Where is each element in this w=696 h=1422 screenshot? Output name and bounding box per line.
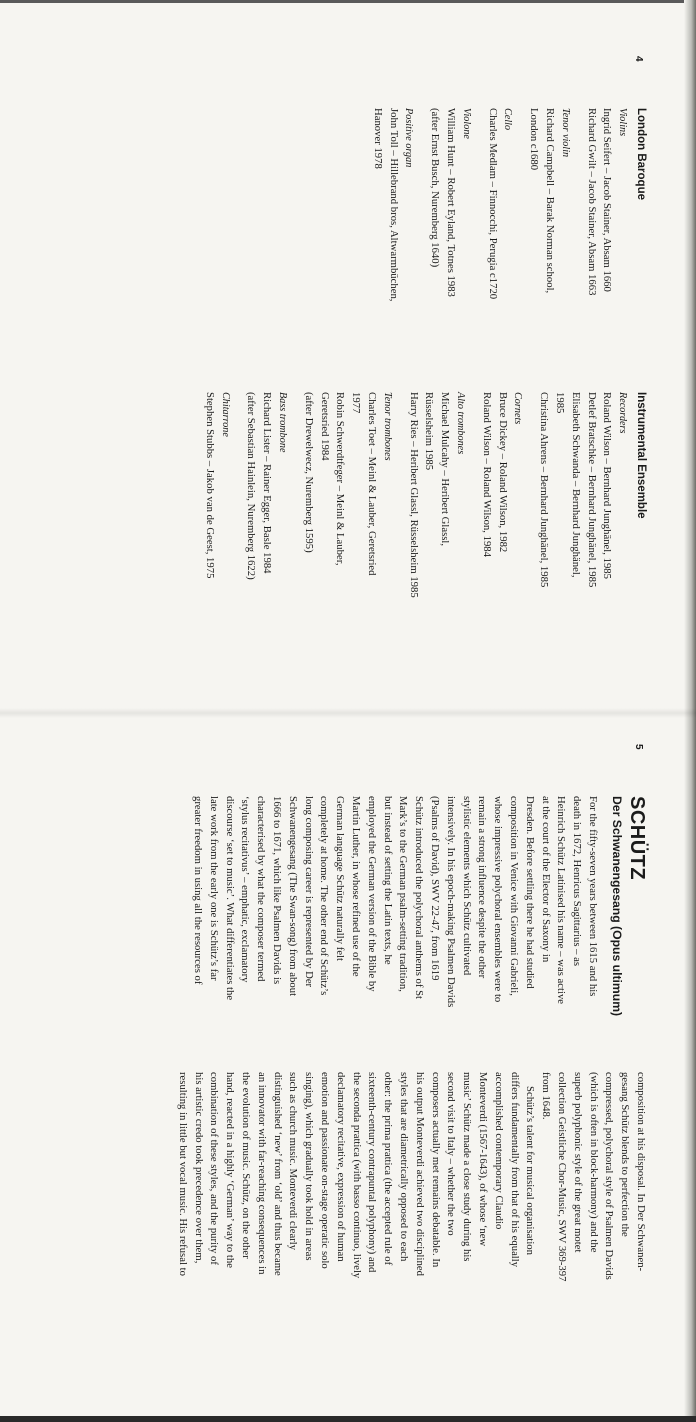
credit-section <box>583 108 630 398</box>
credit-line: William Hunt – Robert Eyland, Totnes 1983 <box>445 108 458 297</box>
page-5 <box>48 738 648 1348</box>
essay-line: employed the German version of the Bible by <box>365 796 378 992</box>
credit-line: Charles Medlam – Finnocchi, Perugia c1720 <box>486 108 499 300</box>
essay-line: intensively. In his epoch-making Psalmen Davids <box>444 796 457 1008</box>
essay-line: gesang Schütz blends to perfection the <box>619 1072 632 1237</box>
credit-line: Elisabeth Schwanda – Bernhard Junghänel, <box>569 392 582 578</box>
instrumental-ensemble-heading: Instrumental Ensemble <box>635 392 647 519</box>
essay-line: accomplished contemporary Claudio <box>492 1072 505 1230</box>
essay-line: stylistic elements which Schütz cultivated <box>460 796 473 976</box>
essay-line: compressed, polychoral style of Psalmen Davids <box>603 1072 616 1280</box>
instrument-title: Cello <box>502 108 514 131</box>
page-number-5: 5 <box>633 744 644 750</box>
instrument-title: Violone <box>460 108 472 139</box>
essay-line: at the court of the Elector of Saxony in <box>539 796 552 963</box>
essay-line: Mark’s to the German psalm-setting tradition, <box>397 796 410 992</box>
scan-edge-top <box>0 0 696 3</box>
essay-line: the evolution of music. Schütz, on the other <box>240 1072 253 1259</box>
essay-line: Monteverdi (1567-1643), of whose ‘new <box>477 1072 490 1247</box>
essay-line: such as church music. Monteverdi clearly <box>287 1072 300 1251</box>
essay-line: composers actually met remains debatable. In <box>429 1072 442 1268</box>
instrument-title: Violins <box>617 108 629 137</box>
instrumental-ensemble-column <box>201 392 648 662</box>
essay-line: declamatory recitative, expression of human <box>334 1072 347 1262</box>
london-baroque-column <box>369 108 648 398</box>
essay-line: 1666 to 1671, which like Psalmen Davids is <box>271 796 284 985</box>
essay-line: characterised by what the composer termed <box>255 796 268 982</box>
essay-line: long composing career is represented by Der <box>302 796 315 988</box>
instrument-title: Cornets <box>512 392 524 425</box>
essay-line: sixteenth-century contrapuntal polyphony) and <box>366 1072 379 1273</box>
instrument-title: Recorders <box>617 392 629 434</box>
credit-line: (after Ernst Busch, Nuremberg 1640) <box>429 108 442 268</box>
page-4 <box>48 50 648 660</box>
essay-line: collection Geistliche Chor-Music, SWV 369-397 <box>556 1072 569 1282</box>
instrument-title: Chitarrone <box>219 392 231 437</box>
instrument-title: Tenor trombones <box>381 392 393 461</box>
essay-column-2 <box>174 1072 648 1362</box>
essay-line: music’ Schütz made a close study during his <box>461 1072 474 1262</box>
essay-line: Schütz introduced the polychoral anthems of St <box>413 796 426 1000</box>
essay-line: death in 1672, Henricus Sagittarius – as <box>571 796 584 967</box>
instrument-title: Tenor violin <box>559 108 571 158</box>
instrument-title: Positive organ <box>403 108 415 168</box>
credit-line: 1985 <box>554 392 567 414</box>
essay-line: Schütz’s talent for musical organisation <box>524 1086 537 1255</box>
essay-line: Heinrich Schütz Latinised his name – was active <box>555 796 568 1005</box>
essay-column-1 <box>189 796 600 1086</box>
credit-line: (after Drewelwecz, Nuremberg 1595) <box>302 392 315 553</box>
essay-line: from 1648. <box>540 1072 553 1120</box>
credit-section <box>484 108 516 398</box>
scan-edge-bottom <box>0 1416 696 1422</box>
page-fold-line <box>0 708 696 718</box>
credit-line: Robin Schwerdtfeger – Meinl & Lauber, <box>334 392 347 566</box>
instrumental-ensemble-sections <box>201 392 630 662</box>
credit-line: (after Sebastian Hainlein, Nuremberg 1622) <box>245 392 258 580</box>
credit-line: Stephen Stubbs – Jakob van de Geest, 1975 <box>203 392 216 579</box>
essay-line: discourse ‘set to music’. What differentiates the <box>223 796 236 1001</box>
credit-section <box>405 392 468 662</box>
credit-line: John Toll – Hillebrand bros, Altwarmbüchen, <box>387 108 400 302</box>
essay-line: an innovator with far-reaching consequences in <box>255 1072 268 1275</box>
essay-line: combination of these styles, and the purity of <box>208 1072 221 1265</box>
credit-line: Roland Wilson – Bernhard Junghänel, 1985 <box>601 392 614 579</box>
credit-section <box>478 392 525 662</box>
essay-line: his artistic credo took precedence over them, <box>192 1072 205 1264</box>
credit-line: Richard Campbell – Barak Norman school, <box>544 108 557 294</box>
work-title-block <box>608 796 648 1096</box>
essay-line: singing), which gradually took hold in areas <box>303 1072 316 1261</box>
essay-line: Dresden. Before settling there he had studied <box>523 796 536 989</box>
london-baroque-sections <box>369 108 630 398</box>
essay-line: completely at home. The other end of Schütz’s <box>318 796 331 996</box>
essay-line: composition at his disposal. In Der Schwanen- <box>635 1072 647 1272</box>
credit-section <box>535 392 630 662</box>
credit-section <box>426 108 473 398</box>
essay-line: other: the prima prattica (the accepted rule of <box>382 1072 395 1266</box>
credit-section <box>201 392 233 662</box>
essay-line: hand, reacted in a highly ‘German’ way to the <box>224 1072 237 1268</box>
credit-line: Roland Wilson – Roland Wilson, 1984 <box>480 392 493 557</box>
page-number-4: 4 <box>633 56 644 62</box>
credit-line: Ingrid Seifert – Jacob Stainer, Absam 1660 <box>601 108 614 292</box>
credit-line: Christina Ahrens – Bernhard Junghänel, 1985 <box>538 392 551 588</box>
essay-line: distinguished ‘new’ from ‘old’ and thus became <box>271 1072 284 1276</box>
essay-line: Martin Luther, in whose refined use of the <box>350 796 363 977</box>
essay-line: second visit to Italy – whether the two <box>445 1072 458 1236</box>
essay-line: greater freedom in using all the resources of <box>192 796 205 985</box>
instrument-title: Alto trombones <box>455 392 467 455</box>
essay-line: (Psalms of David), SWV 22-47, from 1619 <box>429 796 442 981</box>
essay-line: whose impressive polychoral ensembles were to <box>492 796 505 1003</box>
essay-line: Schwanengesang (The Swan-song) from about <box>286 796 299 997</box>
essay-line: late work from the early one is Schütz’s far <box>207 796 220 981</box>
essay-line: composition in Venice with Giovanni Gabrieli, <box>508 796 521 996</box>
essay-line: the seconda prattica (with basso continuo, lively <box>350 1072 363 1279</box>
essay-line: but instead of setting the Latin texts, he <box>381 796 394 965</box>
credit-line: Richard Gwilt – Jacob Stainer, Absam 1663 <box>585 108 598 296</box>
essay-line: remain a strong influence despite the other <box>476 796 489 979</box>
credit-line: Richard Lister – Rainer Egger, Basle 1984 <box>261 392 274 574</box>
essay-line: German language Schütz naturally felt <box>334 796 347 961</box>
credit-line: London c1680 <box>528 108 541 171</box>
essay-line: (which is often in block-harmony) and the <box>587 1072 600 1253</box>
instrument-title: Bass trombone <box>277 392 289 453</box>
credit-line: Bruce Dickey – Roland Wilson, 1982 <box>496 392 509 553</box>
essay-line: styles that are diametrically opposed to each <box>398 1072 411 1262</box>
credit-section <box>300 392 395 662</box>
credit-line: Harry Ries – Heribert Glassl, Rüsselsheim 1985 <box>407 392 420 598</box>
credit-line: Geretsried 1984 <box>318 392 331 461</box>
essay-line: emotion and passionate on-stage operatic solo <box>319 1072 332 1269</box>
work-title: Der Schwanengesang (Opus ultimum) <box>610 796 624 1017</box>
essay-line: his output Monteverdi achieved two disciplined <box>413 1072 426 1276</box>
composer-title: SCHÜTZ <box>626 796 648 881</box>
essay-line: resulting in little but vocal music. His refusal to <box>176 1072 189 1276</box>
credit-section <box>525 108 572 398</box>
credit-line: Michael Mulcahy – Heribert Glassl, <box>439 392 452 547</box>
essay-line: ‘stylus recitativus’ – emphatic, exclamatory <box>239 796 252 983</box>
credit-section <box>243 392 290 662</box>
london-baroque-heading: London Baroque <box>635 108 647 200</box>
credit-line: Detlef Bratschke – Bernhard Junghänel, 1985 <box>585 392 598 588</box>
essay-line: differs fundamentally from that of his equally <box>508 1072 521 1268</box>
credit-line: Charles Toet – Meinl & Lauber, Geretsried <box>366 392 379 576</box>
credit-line: Rüsselsheim 1985 <box>423 392 436 471</box>
essay-line: For the fifty-seven years between 1615 and his <box>587 796 599 997</box>
credit-section <box>369 108 416 398</box>
essay-line: superb polyphonic style of the great motet <box>571 1072 584 1253</box>
credit-line: Hanover 1978 <box>371 108 384 169</box>
credit-line: 1977 <box>350 392 363 414</box>
